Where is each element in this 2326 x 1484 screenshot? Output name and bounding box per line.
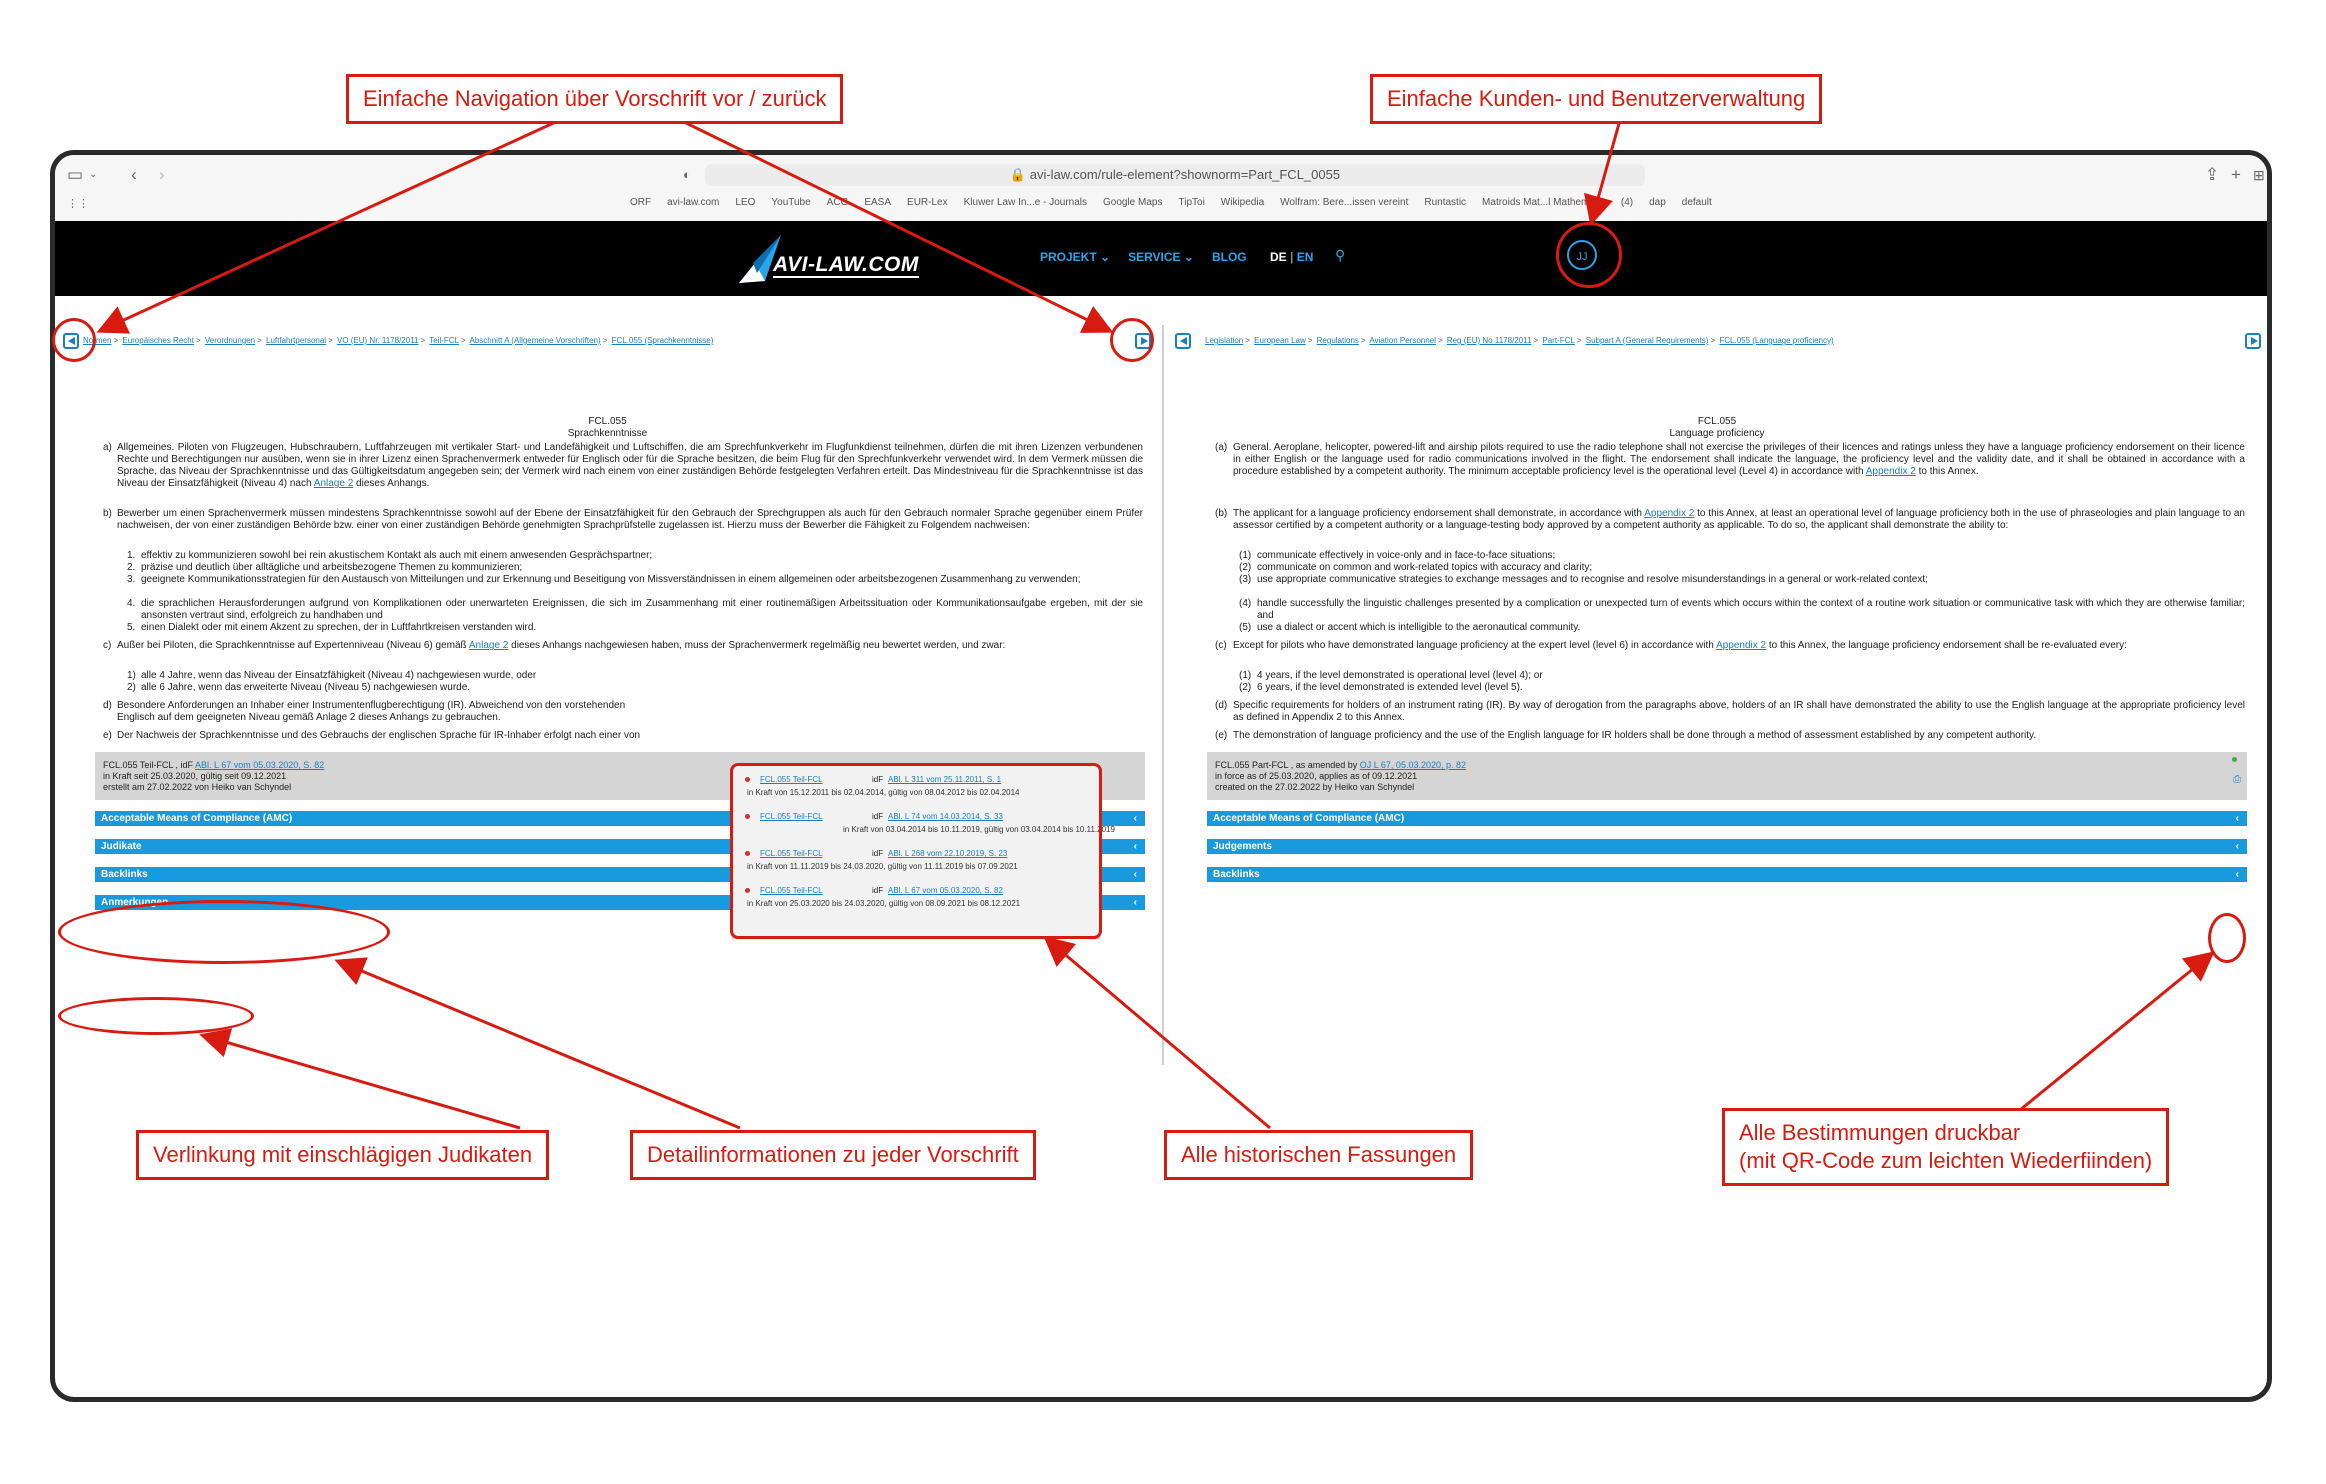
breadcrumb: Legislation > European Law > Regulations > Aviation Personnel > Reg (EU) No 1178/2011 > Part-FCL > Subpart A (General Requirements) > FCL.055 (Language proficiency) — [1205, 336, 1834, 345]
nav-service[interactable] — [1128, 250, 1194, 264]
paragraph-e — [1215, 730, 2245, 742]
bookmark[interactable]: Runtastic — [1424, 197, 1467, 208]
paragraph-text: Der Nachweis der Sprachkenntnisse und des Gebrauchs der englischen Sprache für IR-Inhaber erfolgt nach einer von — [117, 730, 641, 741]
section-title: Judikate — [101, 841, 142, 852]
list-item — [1239, 682, 1939, 694]
lang-de[interactable]: DE — [1270, 250, 1287, 264]
chevron-down-icon: ⌄ — [1183, 250, 1194, 264]
paragraph-d — [1215, 700, 2245, 724]
info-created: erstellt am 27.02.2022 von Heiko van Schyndel — [103, 782, 292, 792]
browser-toolbar — [55, 155, 2267, 222]
paragraph-label: (d) — [1215, 700, 1228, 711]
version-idf: idF — [872, 775, 884, 784]
paragraph-label: a) — [103, 442, 112, 453]
version-source-link[interactable]: ABl. L 74 vom 14.03.2014, S. 33 — [888, 812, 1003, 821]
nav-blog[interactable]: BLOG — [1211, 250, 1247, 264]
version-name-link[interactable]: FCL.055 Teil-FCL — [760, 775, 823, 784]
forward-icon[interactable]: › — [159, 165, 165, 184]
rule-code: FCL.055 — [1697, 416, 1737, 427]
bookmark[interactable]: Kluwer Law In...e - Journals — [963, 197, 1087, 208]
breadcrumb-item[interactable]: Legislation — [1205, 336, 1244, 345]
callout-text: Detailinformationen zu jeder Vorschrift — [647, 1142, 1019, 1167]
info-in-force: in force as of 25.03.2020, applies as of 09.12.2021 — [1215, 771, 1418, 781]
chevron-left-icon: ‹ — [1133, 841, 1137, 852]
paragraph-text: General. Aeroplane, helicopter, powered-lift and airship pilots required to use the radio telephone shall not exercise the privileges of their licences and ratings unless they have a language proficiency endorsement on their licence in either English or the language used for radio communications involved in the flight. The endorsement shall indicate the language, the proficiency level and the validity date, and it shall be obtained in accordance with a procedure established by a competent authority. The minimum acceptable proficiency level is the operational level (Level 4) in accordance with — [1233, 442, 2245, 477]
list-item-text: präzise und deutlich über alltägliche und arbeitsbezogene Themen zu kommunizieren; — [141, 562, 523, 573]
version-idf: idF — [872, 849, 884, 858]
rule-heading — [1167, 416, 2267, 440]
paragraph-label: (e) — [1215, 730, 1228, 741]
site-header — [55, 221, 2267, 296]
nav-projekt[interactable] — [1040, 250, 1110, 264]
paragraph-b — [1215, 508, 2245, 532]
breadcrumb: Normen > Europäisches Recht > Verordnungen > Luftfahrtpersonal > VO (EU) Nr. 1178/2011 > Teil-FCL > Abschnitt A (Allgemeine Vorschriften) > FCL.055 (Sprachkenntnisse) — [83, 336, 714, 345]
bookmark[interactable]: Wolfram: Bere...issen vereint — [1280, 197, 1409, 208]
lang-en[interactable]: EN — [1296, 250, 1314, 264]
paragraph-text: Besondere Anforderungen an Inhaber einer Instrumentenflugberechtigung (IR). Abweichend von den vorstehenden — [117, 700, 626, 711]
paragraph-text-cont: Englisch auf dem geeigneten Niveau gemäß Anlage 2 dieses Anhangs zu gebrauchen. — [117, 712, 501, 723]
breadcrumb-item[interactable]: Part-FCL — [1542, 336, 1575, 345]
annex-link[interactable]: Anlage 2 — [468, 640, 509, 651]
paragraph-text: The applicant for a language proficiency endorsement shall demonstrate, in accordance with — [1233, 508, 1642, 519]
user-avatar[interactable]: JJ — [1567, 240, 1597, 270]
list-item-text: use a dialect or accent which is intelligible to the aeronautical community. — [1257, 622, 1581, 633]
annex-link[interactable]: Anlage 2 — [313, 478, 354, 489]
callout-text: Verlinkung mit einschlägigen Judikaten — [153, 1142, 533, 1167]
highlight-ring-next — [1110, 318, 1154, 362]
paragraph-text: Bewerber um einen Sprachenvermerk müssen mindestens Sprachkenntnisse sowohl auf der Ebene der Einsatzfähigkeit für den Gebrauch der Sprechgruppen als auch für den Gebrauch normaler Sprache gegenüber einem Prüfer nachweisen, der von einer zuständigen Behörde bzw. einer von einer zuständigen Behörde genehmigten Sprachprüfstelle zugelassen ist. Hierzu muss der Bewerber die Fähigkeit zu Folgendem nachweisen: — [117, 508, 1143, 531]
callout-text: Alle Bestimmungen druckbar — [1739, 1120, 2021, 1145]
version-name-link[interactable]: FCL.055 Teil-FCL — [760, 849, 823, 858]
chevron-left-icon: ‹ — [2235, 869, 2239, 880]
highlight-box-history — [730, 763, 1102, 939]
pane-divider[interactable] — [1162, 325, 1164, 1065]
paragraph-label: b) — [103, 508, 112, 519]
search-icon[interactable]: ⚲ — [1335, 247, 1346, 263]
paragraph-text: Außer bei Piloten, die Sprachkenntnisse auf Expertenniveau (Niveau 6) gemäß — [117, 640, 467, 651]
bookmark[interactable]: TipToi — [1178, 197, 1205, 208]
info-created: created on the 27.02.2022 by Heiko van Schyndel — [1215, 782, 1415, 792]
rule-code: FCL.055 — [588, 416, 627, 427]
breadcrumb-item[interactable]: Abschnitt A (Allgemeine Vorschriften) — [469, 336, 601, 345]
version-name-link[interactable]: FCL.055 Teil-FCL — [760, 812, 823, 821]
section-title: Judgements — [1213, 841, 1272, 852]
list-item-text: communicate effectively in voice-only and in face-to-face situations; — [1257, 550, 1556, 561]
list-item — [1239, 574, 2245, 586]
breadcrumb-item[interactable]: FCL.055 (Language proficiency) — [1719, 336, 1834, 345]
list-item-number: 5. — [127, 622, 136, 633]
chevron-left-icon: ‹ — [1133, 869, 1137, 880]
prev-rule-button[interactable] — [1175, 333, 1191, 349]
paragraph-c — [1215, 640, 2245, 652]
breadcrumb-item[interactable]: Regulations — [1316, 336, 1359, 345]
paragraph-label: d) — [103, 700, 112, 711]
list-item-text: communicate on common and work-related topics with accuracy and clarity; — [1257, 562, 1593, 573]
version-source-link[interactable]: ABl. L 311 vom 25.11.2011, S. 1 — [888, 775, 1002, 784]
list-item-text: use appropriate communicative strategies to exchange messages and to recognise and resolve misunderstandings in a general or work-related context; — [1257, 574, 1928, 585]
privacy-shield-icon[interactable]: ◐ — [683, 167, 691, 182]
breadcrumb-item[interactable]: Reg (EU) No 1178/2011 — [1446, 336, 1532, 345]
paragraph-b — [103, 508, 1143, 532]
language-switch — [1270, 250, 1313, 264]
list-item — [127, 682, 727, 694]
list-item-number: (2) — [1239, 682, 1252, 693]
site-logo[interactable] — [735, 233, 925, 287]
chevron-left-icon: ‹ — [2235, 813, 2239, 824]
list-item-text: geeignete Kommunikationsstrategien für den Austausch von Mitteilungen und zur Erkennung und Beseitigung von Missverständnissen in einem allgemeinen oder arbeitsbezogenen Zusammenhang zu verwenden; — [141, 574, 1081, 585]
appendix-link[interactable]: Appendix 2 — [1644, 508, 1695, 519]
version-validity: in Kraft von 11.11.2019 bis 24.03.2020, gültig von 11.11.2019 bis 07.09.2021 — [747, 862, 1018, 871]
browser-window — [50, 150, 2272, 1402]
list-item-number: 4. — [127, 598, 136, 609]
breadcrumb-item[interactable]: Luftfahrtpersonal — [266, 336, 327, 345]
breadcrumb-item[interactable]: European Law — [1254, 336, 1306, 345]
breadcrumb-item[interactable]: Normen — [83, 336, 112, 345]
paragraph-d — [103, 700, 1143, 724]
chevron-left-icon: ‹ — [1133, 897, 1137, 908]
highlight-ring-info — [58, 900, 390, 964]
callout-text: Einfache Navigation über Vorschrift vor / zurück — [363, 86, 827, 111]
list-item-number: (1) — [1239, 550, 1252, 561]
chevron-down-icon[interactable]: ⌄ — [89, 169, 98, 180]
list-item-text: 6 years, if the level demonstrated is extended level (level 5). — [1257, 682, 1523, 693]
highlight-ring-prev — [52, 318, 96, 362]
pane-english — [1167, 296, 2267, 1402]
main-nav — [1040, 250, 1247, 264]
paragraph-text: Except for pilots who have demonstrated language proficiency at the expert level (level 6) in accordance with — [1233, 640, 1714, 651]
list-item — [127, 550, 1143, 562]
info-version: FCL.055 Teil-FCL , idF — [103, 760, 194, 770]
callout-navigation — [346, 74, 843, 124]
breadcrumb-item[interactable]: Subpart A (General Requirements) — [1585, 336, 1709, 345]
nav-label: SERVICE — [1128, 250, 1181, 264]
appendix-link[interactable]: Appendix 2 — [1716, 640, 1767, 651]
list-item-number: (1) — [1239, 670, 1252, 681]
paragraph-tail: to this Annex, the language proficiency endorsement shall be re-evaluated every: — [1768, 640, 2127, 651]
version-idf: idF — [872, 886, 884, 895]
list-item-number: 1. — [127, 550, 136, 561]
paragraph-text: Allgemeines. Piloten von Flugzeugen, Hubschraubern, Luftfahrzeugen mit vertikaler Start- und Landefähigkeit und Luftschiffen, die am Sprechfunkverkehr im Flugfunkdienst teilnehmen, dürfen die mit ihren Lizenzen verbundenen Rechte und Berechtigungen nur ausüben, wenn sie in ihrer Lizenz einen Sprachenvermerk entweder für Englisch oder für die Sprache besitzen, die beim Flug für den Sprechfunkverkehr verwendet wird. In dem Vermerk müssen die Sprache, das Niveau der Sprachkenntnisse und das Gültigkeitsdatum angegeben sein; der Vermerk wird nach einem von einer zuständigen Behörde festgelegten Verfahren erteilt. Das Mindestniveau für die Sprachkenntnisse ist das Niveau der Einsatzfähigkeit (Niveau 4) nach — [117, 442, 1143, 489]
new-tab-icon[interactable]: + — [2231, 165, 2241, 184]
appendix-link[interactable]: Appendix 2 — [1865, 466, 1916, 477]
section-title: Backlinks — [1213, 869, 1260, 880]
paragraph-label: (c) — [1215, 640, 1227, 651]
tab-overview-icon[interactable]: ⊞ — [2253, 167, 2265, 183]
bookmark[interactable]: dap — [1649, 197, 1666, 208]
paragraph-tail: to this Annex. — [1918, 466, 1979, 477]
list-item-number: (3) — [1239, 574, 1252, 585]
breadcrumb-item[interactable]: Aviation Personnel — [1369, 336, 1436, 345]
paragraph-c — [103, 640, 1143, 652]
paragraph-a — [1215, 442, 2245, 478]
list-item-text: alle 6 Jahre, wenn das erweiterte Niveau (Niveau 5) nachgewiesen wurde. — [141, 682, 471, 693]
section-judgements[interactable] — [1207, 839, 2247, 854]
highlight-ring-judikate — [58, 997, 254, 1035]
bookmark[interactable]: Matroids Mat...l Mathematik — [1482, 197, 1605, 208]
section-amc[interactable] — [1207, 811, 2247, 826]
version-validity: in Kraft von 03.04.2014 bis 10.11.2019, gültig von 03.04.2014 bis 10.11.2019 — [843, 825, 1115, 834]
paragraph-tail: to this Annex, at least an operational level of language proficiency both in the use of phraseologies and plain language to an assessor certified by a competent authority or a language-testing body approved by a competent authority as applicable. To do so, the applicant shall demonstrate the ability to: — [1233, 508, 2245, 531]
paragraph-label: (a) — [1215, 442, 1228, 453]
bookmark[interactable]: ORF — [630, 197, 652, 208]
bookmarks-bar — [630, 197, 1712, 215]
paragraph-e — [103, 730, 1143, 742]
nav-label: PROJEKT — [1040, 250, 1097, 264]
status-dot-icon — [2232, 757, 2237, 762]
rule-title: Language proficiency — [1669, 428, 1765, 439]
paragraph-text: The demonstration of language proficiency and the use of the English language for IR holders shall be done through a method of assessment established by any competent authority. — [1233, 730, 2037, 741]
chevron-left-icon: ‹ — [2235, 841, 2239, 852]
paragraph-tail: dieses Anhangs nachgewiesen haben, muss der Sprachenvermerk regelmäßig neu bewertet werden, und zwar: — [511, 640, 1006, 651]
chevron-down-icon: ⌄ — [1100, 250, 1111, 264]
share-icon[interactable]: ⇪ — [2205, 165, 2220, 184]
list-item-number: (5) — [1239, 622, 1252, 633]
paragraph-label: c) — [103, 640, 112, 651]
next-rule-button[interactable] — [2245, 333, 2261, 349]
version-validity: in Kraft von 15.12.2011 bis 02.04.2014, gültig von 08.04.2012 bis 02.04.2014 — [747, 788, 1020, 797]
print-icon[interactable]: ⎙ — [2233, 774, 2241, 785]
list-item-text: 4 years, if the level demonstrated is operational level (level 4); or — [1257, 670, 1543, 681]
rule-title: Sprachkenntnisse — [567, 428, 648, 439]
list-item-text: die sprachlichen Herausforderungen aufgrund von Komplikationen oder unerwarteten Ereignissen, die sich im Zusammenhang mit einer routinemäßigen Arbeitssituation oder Kommunikationsaufgabe ergeben, mit der sie ansonsten vertraut sind, erfolgreich zu handhaben und — [141, 598, 1143, 621]
gazette-link[interactable]: ABl. L 67 vom 05.03.2020, S. 82 — [195, 760, 325, 770]
version-source-link[interactable]: ABl. L 268 vom 22.10.2019, S. 23 — [888, 849, 1008, 858]
paragraph-text: Specific requirements for holders of an instrument rating (IR). By way of derogation from the paragraphs above, holders of an IR shall have demonstrated the ability to use the English language at the appropriate proficiency level as defined in Appendix 2 to this Annex. — [1233, 700, 2245, 723]
address-bar[interactable] — [705, 164, 1645, 186]
rule-heading — [55, 416, 1160, 440]
bookmark[interactable]: EASA — [864, 197, 892, 208]
section-title: Backlinks — [101, 869, 148, 880]
callout-print — [1722, 1108, 2169, 1186]
breadcrumb-item[interactable]: Verordnungen — [204, 336, 256, 345]
sidebar-toggle-icon[interactable]: ▭ — [67, 165, 84, 184]
list-item — [127, 562, 1143, 574]
list-item-number: (2) — [1239, 562, 1252, 573]
list-item — [127, 670, 727, 682]
info-version: FCL.055 Part-FCL , as amended by — [1215, 760, 1358, 770]
bookmark[interactable]: YouTube — [771, 197, 811, 208]
paragraph-a — [103, 442, 1143, 490]
list-item-text: alle 4 Jahre, wenn das Niveau der Einsatzfähigkeit (Niveau 4) nachgewiesen wurde, oder — [141, 670, 537, 681]
bookmark[interactable]: ACG — [826, 197, 849, 208]
version-idf: idF — [872, 812, 884, 821]
list-item — [1239, 670, 1939, 682]
bookmarks-grid-icon[interactable]: ⋮⋮ — [67, 198, 89, 210]
section-backlinks[interactable] — [1207, 867, 2247, 882]
section-title: Anmerkungen — [101, 897, 169, 908]
list-item-number: (4) — [1239, 598, 1252, 609]
bookmark[interactable]: EUR-Lex — [907, 197, 948, 208]
paragraph-label: e) — [103, 730, 112, 741]
callout-text: (mit QR-Code zum leichten Wiederfiinden) — [1739, 1148, 2153, 1173]
callout-details — [630, 1130, 1036, 1180]
chevron-left-icon: ‹ — [1133, 813, 1137, 824]
logo-text: AVI-LAW.COM — [773, 253, 919, 276]
paragraph-tail: dieses Anhangs. — [356, 478, 430, 489]
list-item — [127, 622, 1143, 634]
version-source-link[interactable]: ABl. L 67 vom 05.03.2020, S. 82 — [888, 886, 1003, 895]
list-item — [127, 598, 1143, 622]
breadcrumb-item[interactable]: Teil-FCL — [429, 336, 460, 345]
lang-separator: | — [1290, 250, 1294, 264]
bookmark[interactable]: avi-law.com — [667, 197, 720, 208]
list-item-number: 1) — [127, 670, 136, 681]
breadcrumb-item[interactable]: FCL.055 (Sprachkenntnisse) — [611, 336, 714, 345]
back-icon[interactable]: ‹ — [131, 165, 137, 184]
breadcrumb-item[interactable]: Europäisches Recht — [122, 336, 194, 345]
bookmark[interactable]: (4) — [1620, 197, 1634, 208]
callout-user-management — [1370, 74, 1822, 124]
callout-history — [1164, 1130, 1473, 1180]
list-item-text: effektiv zu kommunizieren sowohl bei rein akustischem Kontakt als auch mit einem anwesenden Gesprächspartner; — [141, 550, 653, 561]
breadcrumb-item[interactable]: VO (EU) Nr. 1178/2011 — [336, 336, 419, 345]
list-item — [1239, 562, 2245, 574]
bookmark[interactable]: LEO — [735, 197, 756, 208]
lock-icon: 🔒 — [1009, 167, 1030, 182]
callout-text: Alle historischen Fassungen — [1181, 1142, 1457, 1167]
list-item — [1239, 598, 2245, 622]
section-title: Acceptable Means of Compliance (AMC) — [1213, 813, 1405, 824]
paragraph-label: (b) — [1215, 508, 1228, 519]
list-item — [1239, 550, 2245, 562]
list-item — [127, 574, 1143, 586]
version-name-link[interactable]: FCL.055 Teil-FCL — [760, 886, 823, 895]
list-item-number: 2) — [127, 682, 136, 693]
bookmark[interactable]: default — [1681, 197, 1712, 208]
highlight-ring-avatar — [1556, 222, 1622, 288]
version-validity: in Kraft von 25.03.2020 bis 24.03.2020, gültig von 08.09.2021 bis 08.12.2021 — [747, 899, 1021, 908]
list-item-number: 3. — [127, 574, 136, 585]
list-item-number: 2. — [127, 562, 136, 573]
callout-judikate — [136, 1130, 549, 1180]
info-in-force: in Kraft seit 25.03.2020, gültig seit 09.12.2021 — [103, 771, 287, 781]
address-url: avi-law.com/rule-element?shownorm=Part_FCL_0055 — [1029, 167, 1341, 182]
bookmark[interactable]: Google Maps — [1103, 197, 1163, 208]
section-title: Acceptable Means of Compliance (AMC) — [101, 813, 293, 824]
list-item-text: handle successfully the linguistic challenges presented by a complication or unexpected turn of events which occurs within the context of a routine work situation or communicative task with which they are otherwise familiar; and — [1257, 598, 2245, 621]
rule-info-box — [1207, 752, 2247, 800]
highlight-ring-print — [2208, 913, 2246, 963]
list-item-text: einen Dialekt oder mit einem Akzent zu sprechen, der in Luftfahrtkreisen verstanden wird. — [141, 622, 537, 633]
list-item — [1239, 622, 2245, 634]
gazette-link[interactable]: OJ L 67, 05.03.2020, p. 82 — [1359, 760, 1466, 770]
callout-text: Einfache Kunden- und Benutzerverwaltung — [1387, 86, 1806, 111]
bookmark[interactable]: Wikipedia — [1220, 197, 1265, 208]
